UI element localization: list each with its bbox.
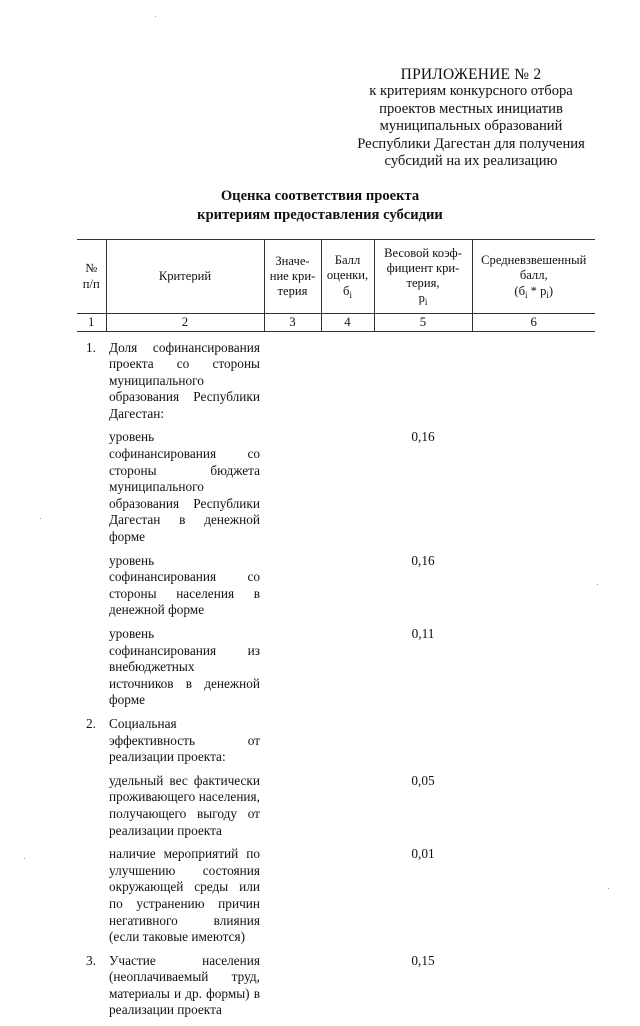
document-title (120, 187, 520, 225)
header-weight: Весовой коэф- фициент кри- терия, $p_i$ (374, 240, 472, 314)
column-number: 2 (106, 314, 264, 332)
criterion-text: Доля софинансирования проекта со стороны муниципального образования Республики Дагестан: (109, 339, 260, 421)
row-number: 3. (86, 952, 96, 968)
column-number-row (77, 314, 595, 332)
criterion-text: удельный вес фактически проживающего населения, получающего выгоду от реализации проекта (109, 772, 260, 838)
appendix-line: субсидий на их реализацию (384, 153, 558, 170)
weight-value: 0,16 (411, 552, 435, 568)
document-title-line-2: критериям предоставления субсидии (197, 207, 443, 223)
table-row (77, 773, 595, 846)
criterion-text: Участие населения (неоплачиваемый труд, материалы и др. формы) в реализации проекта (109, 952, 260, 1018)
scan-speck (40, 518, 41, 519)
column-number: 6 (472, 314, 595, 332)
criterion-text: уровень софинансирования из внебюджетных источников в денежной форме (109, 626, 260, 708)
document-title-line-1: Оценка соответствия проекта (220, 188, 420, 204)
table-row (77, 553, 595, 626)
header-score: Балл оценки, $б_i$ (321, 240, 374, 314)
row-number (77, 626, 106, 716)
appendix-line: Республики Дагестан для получения (357, 135, 585, 152)
criterion-text: уровень софинансирования со стороны бюджета муниципального образования Республики Дагестан в денежной форме (109, 429, 260, 545)
weight-value: 0,05 (411, 772, 435, 788)
appendix-title: ПРИЛОЖЕНИЕ № 2 (400, 66, 542, 83)
assessment-table (77, 239, 595, 1026)
table-row (77, 953, 595, 1026)
scan-speck (608, 888, 609, 889)
header-num: № п/п (77, 240, 106, 314)
weight-value: 0,15 (411, 952, 435, 968)
table-row (77, 340, 595, 430)
appendix-line: проектов местных инициатив (379, 100, 563, 117)
row-number (77, 773, 106, 846)
header-weighted-average: Средневзвешенный балл, $(б_i * p_i)$ (472, 240, 595, 314)
weight-value (374, 340, 472, 430)
row-number (77, 429, 106, 552)
criterion-text: Социальная эффективность от реализации проекта: (109, 715, 260, 765)
scan-speck (597, 584, 598, 585)
column-number: 4 (321, 314, 374, 332)
table-row (77, 626, 595, 716)
appendix-line: муниципальных образований (379, 118, 563, 135)
row-number: 2. (86, 715, 96, 731)
weight-value: 0,11 (411, 626, 435, 641)
weight-value: 0,16 (411, 429, 435, 445)
row-number (77, 846, 106, 953)
row-number (77, 553, 106, 626)
column-number: 5 (374, 314, 472, 332)
appendix-line: к критериям конкурсного отбора (369, 83, 573, 100)
criterion-text: наличие мероприятий по улучшению состояния окружающей среды или по устранению причин негативного влияния (если таковые имеются) (109, 846, 260, 945)
row-number: 1. (86, 339, 96, 355)
criterion-text: уровень софинансирования со стороны населения в денежной форме (109, 552, 260, 618)
weight-value (374, 716, 472, 773)
table-row (77, 846, 595, 953)
appendix-block (352, 66, 590, 170)
table-row (77, 429, 595, 552)
scan-speck (24, 858, 25, 859)
column-number: 3 (264, 314, 321, 332)
scan-speck (155, 16, 156, 17)
column-number: 1 (77, 314, 106, 332)
header-criterion: Критерий (106, 240, 264, 314)
table-header-row (77, 240, 595, 314)
header-value: Значе- ние кри- терия (264, 240, 321, 314)
table-row (77, 716, 595, 773)
weight-value: 0,01 (411, 846, 435, 862)
